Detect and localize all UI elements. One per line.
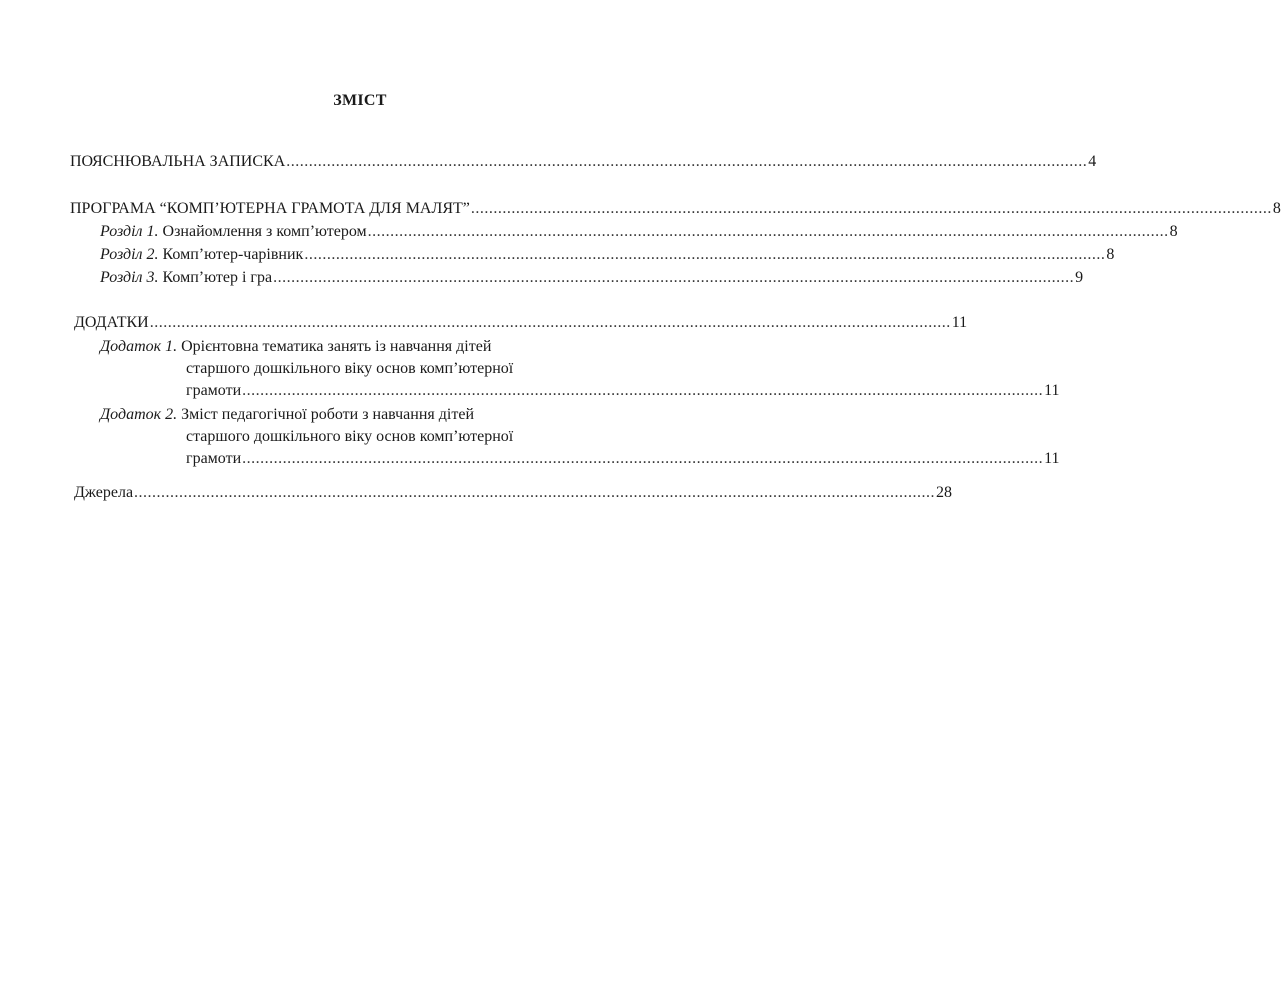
toc-page-number: 8 bbox=[1272, 200, 1281, 217]
toc-entry-appendices[interactable] bbox=[74, 313, 968, 333]
toc-page-number: 9 bbox=[1075, 269, 1084, 286]
toc-page-number: 11 bbox=[951, 314, 968, 331]
toc-entry-title: Комп’ютер-чарівник bbox=[162, 246, 304, 263]
toc-page-number: 8 bbox=[1169, 223, 1178, 240]
dot-leader: .................................................................................................................................................................................. bbox=[134, 484, 936, 501]
toc-entry-section-2[interactable] bbox=[100, 245, 1115, 265]
toc-entry-program[interactable] bbox=[70, 199, 1281, 219]
toc-entry-title: Комп’ютер і гра bbox=[162, 269, 273, 286]
appendix-title-line-1: Зміст педагогічної роботи з навчання дітей bbox=[181, 406, 474, 423]
section-label: Розділ 2. bbox=[100, 246, 159, 263]
appendix-title-line-2: старшого дошкільного віку основ комп’ютерної bbox=[186, 428, 514, 445]
dot-leader: .................................................................................................................................................................................. bbox=[242, 382, 1044, 399]
toc-entry-sources[interactable] bbox=[74, 483, 953, 503]
dot-leader: .................................................................................................................................................................................. bbox=[367, 223, 1169, 240]
toc-entry-title: Джерела bbox=[74, 484, 134, 501]
dot-leader: .................................................................................................................................................................................. bbox=[273, 269, 1075, 286]
dot-leader: .................................................................................................................................................................................. bbox=[242, 450, 1044, 467]
appendix-title-line-2: старшого дошкільного віку основ комп’ютерної bbox=[186, 360, 514, 377]
dot-leader: .................................................................................................................................................................................. bbox=[470, 200, 1272, 217]
toc-page-number: 28 bbox=[936, 484, 953, 501]
dot-leader: .................................................................................................................................................................................. bbox=[149, 314, 951, 331]
toc-entry-title: ПРОГРАМА “КОМП’ЮТЕРНА ГРАМОТА ДЛЯ МАЛЯТ” bbox=[70, 200, 470, 217]
toc-entry-section-3[interactable] bbox=[100, 268, 1084, 288]
dot-leader: .................................................................................................................................................................................. bbox=[304, 246, 1106, 263]
toc-page-number: 4 bbox=[1088, 153, 1097, 170]
appendix-label: Додаток 1. bbox=[100, 338, 178, 355]
appendix-title-line-1: Орієнтовна тематика занять із навчання дітей bbox=[181, 338, 492, 355]
dot-leader: .................................................................................................................................................................................. bbox=[286, 153, 1088, 170]
appendix-title-line-3: грамоти bbox=[186, 382, 242, 399]
toc-entry-appendix-2[interactable] bbox=[100, 404, 1060, 470]
appendix-title-line-3: грамоти bbox=[186, 450, 242, 467]
toc-entry-title: ПОЯСНЮВАЛЬНА ЗАПИСКА bbox=[70, 153, 286, 170]
toc-entry-appendix-1[interactable] bbox=[100, 336, 1060, 402]
section-label: Розділ 3. bbox=[100, 269, 159, 286]
toc-entry-title: ДОДАТКИ bbox=[74, 314, 149, 331]
toc-page-number: 8 bbox=[1106, 246, 1115, 263]
section-label: Розділ 1. bbox=[100, 223, 159, 240]
toc-page-number: 11 bbox=[1044, 450, 1060, 467]
page-title: ЗМІСТ bbox=[333, 92, 387, 109]
toc-entry-title: Ознайомлення з комп’ютером bbox=[162, 223, 367, 240]
toc-entry-section-1[interactable] bbox=[100, 222, 1178, 242]
appendix-label: Додаток 2. bbox=[100, 406, 178, 423]
toc-page-number: 11 bbox=[1044, 382, 1060, 399]
toc-entry-explanatory-note[interactable] bbox=[70, 152, 1097, 172]
